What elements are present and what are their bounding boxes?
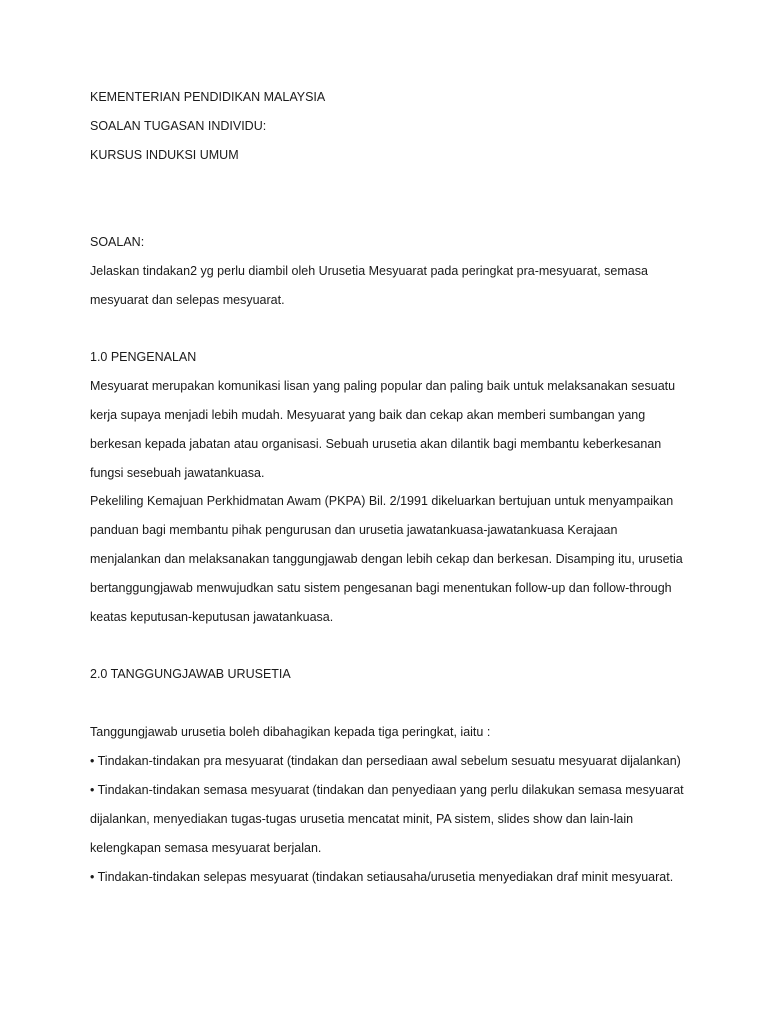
paragraph-line: kerja supaya menjadi lebih mudah. Mesyuarat yang baik dan cekap akan memberi sumbangan yang [90, 408, 646, 422]
bullet-item: • Tindakan-tindakan pra mesyuarat (tindakan dan persediaan awal sebelum sesuatu mesyuarat dijalankan) [90, 754, 681, 768]
bullet-item: • Tindakan-tindakan semasa mesyuarat (tindakan dan penyediaan yang perlu dilakukan semasa mesyuarat [90, 783, 684, 797]
question-line: Jelaskan tindakan2 yg perlu diambil oleh Urusetia Mesyuarat pada peringkat pra-mesyuarat, semasa [90, 264, 648, 278]
bullet-continuation: kelengkapan semasa mesyuarat berjalan. [90, 841, 322, 855]
paragraph-line: menjalankan dan melaksanakan tanggungjawab dengan lebih cekap dan berkesan. Disamping itu, urusetia [90, 552, 683, 566]
bullet-continuation: dijalankan, menyediakan tugas-tugas urusetia mencatat minit, PA sistem, slides show dan lain-lain [90, 812, 634, 826]
section-heading-pengenalan: 1.0 PENGENALAN [90, 350, 197, 364]
paragraph-line: berkesan kepada jabatan atau organisasi. Sebuah urusetia akan dilantik bagi membantu keberkesanan [90, 437, 662, 451]
question-label: SOALAN: [90, 235, 145, 249]
course-title: KURSUS INDUKSI UMUM [90, 148, 239, 162]
question-line: mesyuarat dan selepas mesyuarat. [90, 293, 285, 307]
section-heading-tanggungjawab: 2.0 TANGGUNGJAWAB URUSETIA [90, 667, 291, 681]
bullet-item: • Tindakan-tindakan selepas mesyuarat (tindakan setiausaha/urusetia menyediakan draf minit mesyuarat. [90, 870, 674, 884]
paragraph-line: Pekeliling Kemajuan Perkhidmatan Awam (PKPA) Bil. 2/1991 dikeluarkan bertujuan untuk menyampaikan [90, 494, 674, 508]
assignment-title: SOALAN TUGASAN INDIVIDU: [90, 119, 267, 133]
paragraph-line: bertanggungjawab menwujudkan satu sistem pengesanan bagi menentukan follow-up dan follow-through [90, 581, 672, 595]
paragraph-line: fungsi sesebuah jawatankuasa. [90, 466, 265, 480]
ministry-title: KEMENTERIAN PENDIDIKAN MALAYSIA [90, 90, 326, 104]
paragraph-line: Tanggungjawab urusetia boleh dibahagikan kepada tiga peringkat, iaitu : [90, 725, 491, 739]
paragraph-line: Mesyuarat merupakan komunikasi lisan yang paling popular dan paling baik untuk melaksanakan sesuatu [90, 379, 676, 393]
paragraph-line: panduan bagi membantu pihak pengurusan dan urusetia jawatankuasa-jawatankuasa Kerajaan [90, 523, 618, 537]
paragraph-line: keatas keputusan-keputusan jawatankuasa. [90, 610, 334, 624]
